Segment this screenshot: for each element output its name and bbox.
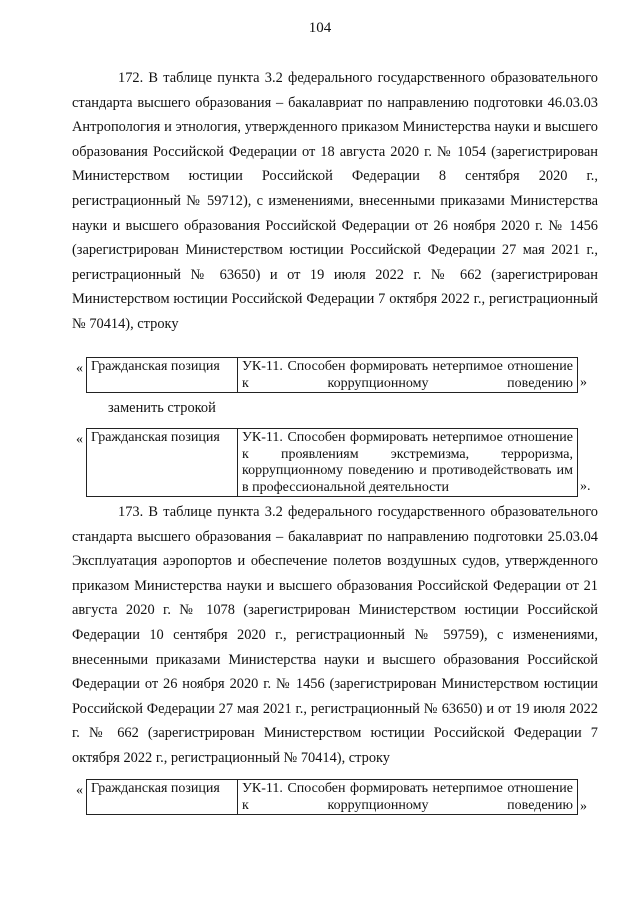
old-row-block-173 <box>72 779 598 819</box>
new-row-block-172 <box>72 428 598 498</box>
opening-quote: « <box>76 361 83 376</box>
old-row-block-172 <box>72 357 598 397</box>
competency-category-cell: Гражданская позиция <box>87 429 238 497</box>
competency-category-cell: Гражданская позиция <box>87 358 238 393</box>
competency-description-cell: УК-11. Способен формировать нетерпимое отношение к проявлениям экстремизма, терроризма, коррупционному поведению и противодействовать им в профессиональной деятельности <box>238 429 578 497</box>
replace-instruction: заменить строкой <box>108 400 216 416</box>
opening-quote: « <box>76 432 83 447</box>
competency-description-cell: УК-11. Способен формировать нетерпимое отношение к коррупционному поведению <box>238 358 578 393</box>
old-row-table-172 <box>86 357 578 393</box>
closing-quote: » <box>580 799 587 814</box>
competency-description-cell: УК-11. Способен формировать нетерпимое отношение к коррупционному поведению <box>238 780 578 815</box>
old-row-table-173 <box>86 779 578 815</box>
table-row <box>87 358 578 393</box>
paragraph-item-172: 172. В таблице пункта 3.2 федерального государственного образовательного стандарта высшего образования – бакалавриат по направлению подготовки 46.03.03 Антропология и этнология, утвержденного приказом Министерства науки и высшего образования Российской Федерации от 18 августа 2020 г. № 1054 (зарегистрирован Министерством юстиции Российской Федерации 8 сентября 2020 г., регистрационный № 59712), с изменениями, внесенными приказами Министерства науки и высшего образования Российской Федерации от 26 ноября 2020 г. № 1456 (зарегистрирован Министерством юстиции Российской Федерации 27 мая 2021 г., регистрационный № 63650) и от 19 июля 2022 г. № 662 (зарегистрирован Министерством юстиции Российской Федерации 7 октября 2022 г., регистрационный № 70414), строку <box>72 70 598 332</box>
opening-quote: « <box>76 783 83 798</box>
closing-quote: ». <box>580 479 591 494</box>
competency-category-cell: Гражданская позиция <box>87 780 238 815</box>
page-number: 104 <box>308 20 332 36</box>
closing-quote: » <box>580 375 587 390</box>
table-row <box>87 429 578 497</box>
table-row <box>87 780 578 815</box>
new-row-table-172 <box>86 428 578 497</box>
paragraph-item-173: 173. В таблице пункта 3.2 федерального государственного образовательного стандарта высшего образования – бакалавриат по направлению подготовки 25.03.04 Эксплуатация аэропортов и обеспечение полетов воздушных судов, утвержденного приказом Министерства науки и высшего образования Российской Федерации от 21 августа 2020 г. № 1078 (зарегистрирован Министерством юстиции Российской Федерации 10 сентября 2020 г., регистрационный № 59759), с изменениями, внесенными приказами Министерства науки и высшего образования Российской Федерации от 26 ноября 2020 г. № 1456 (зарегистрирован Министерством юстиции Российской Федерации 27 мая 2021 г., регистрационный № 63650) и от 19 июля 2022 г. № 662 (зарегистрирован Министерством юстиции Российской Федерации 7 октября 2022 г., регистрационный № 70414), строку <box>72 504 598 766</box>
